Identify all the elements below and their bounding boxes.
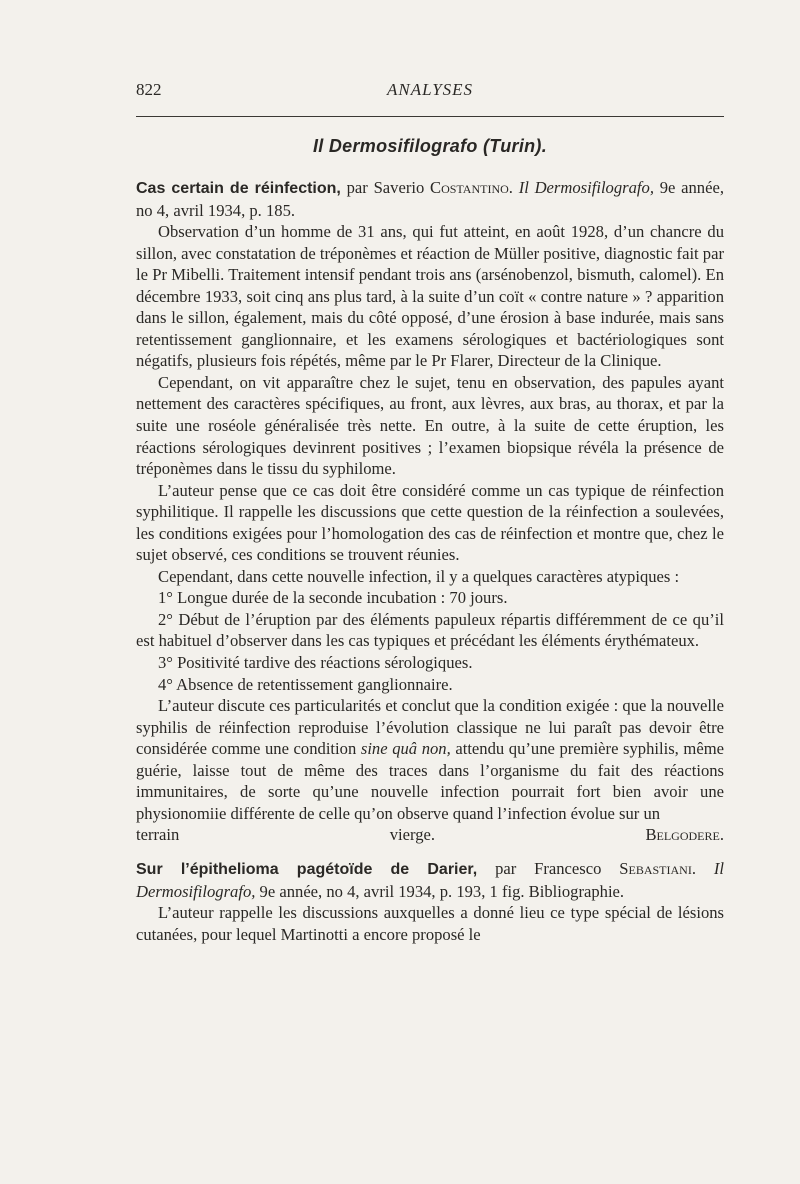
article2-heading bbox=[136, 858, 724, 902]
article1-list-item: 4° Absence de retentissement ganglionnaire. bbox=[158, 674, 453, 694]
article1-author: Costantino. bbox=[430, 178, 513, 197]
article1-citation-prefix: par Saverio bbox=[346, 178, 425, 197]
article1-paragraph: L’auteur pense que ce cas doit être considéré comme un cas typique de réinfection syphilitique. Il rappelle les discussions que cette question de la réinfection a soulevées, les conditions exigées pour l’homologation des cas de réinfection et montre que, chez le sujet observé, ces conditions se trouvent réunies. bbox=[136, 480, 724, 565]
article-body bbox=[136, 177, 724, 945]
conclusion-text-continued: attendu qu’une première syphilis, même guérie, laisse tout de même des traces dans l’organisme du fait des réactions immunitaires, de sorte qu’une nouvelle infection pourrait fort bien avoir une physionomiie différente de celle qu’on observe quand l’infection évolue sur un bbox=[136, 739, 724, 823]
article2-paragraph: L’auteur rappelle les discussions auxquelles a donné lieu ce type spécial de lésions cutanées, pour lequel Martinotti a encore proposé le bbox=[136, 903, 724, 944]
journal-title: Il Dermosifilografo (Turin). bbox=[312, 136, 548, 156]
article1-citation-rest: 9e année, no 4, avril 1934, p. 185. bbox=[136, 178, 724, 220]
article2-author: Sebastiani. bbox=[619, 858, 696, 878]
article1-list-item: 1° Longue durée de la seconde incubation : 70 jours. bbox=[158, 588, 508, 608]
article1-list-item: 2° Début de l’éruption par des éléments papuleux répartis différemment de ce qu’il est habituel d’observer dans les cas typiques et précédant les éléments érythémateux. bbox=[136, 609, 724, 651]
running-head bbox=[136, 80, 724, 106]
signature-line bbox=[136, 824, 724, 846]
section-title: ANALYSES bbox=[386, 80, 474, 99]
signature: Belgodere. bbox=[645, 825, 724, 845]
article-separator bbox=[136, 846, 724, 858]
article1-title: Cas certain de réinfection, bbox=[136, 180, 341, 197]
last-line-text: terrain vierge. bbox=[136, 825, 436, 845]
article1-paragraph: Observation d’un homme de 31 ans, qui fut atteint, en août 1928, d’un chancre du sillon, avec constatation de tréponèmes et réaction de Müller positive, diagnostic fait par le Pr Mibelli. Traitement intensif pendant trois ans (arsénobenzol, bismuth, calomel). En décembre 1933, soit cinq ans plus tard, à la suite d’un coït « contre nature » ? apparition dans le sillon, également, mais du côté opposé, d’une érosion à base indurée, mais sans retentissement ganglionnaire, et les examens sérologiques et bactériologiques sont négatifs, plusieurs fois répétés, même par le Pr Flarer, Directeur de la Clinique. bbox=[136, 222, 724, 371]
page-number: 822 bbox=[136, 80, 162, 99]
article1-conclusion bbox=[136, 695, 724, 824]
article2-journal: Il Dermosifilografo, bbox=[136, 858, 724, 901]
header-rule bbox=[136, 116, 724, 117]
article1-paragraph: Cependant, on vit apparaître chez le sujet, tenu en observation, des papules ayant nettement des caractères spécifiques, au front, aux lèvres, aux bras, au thorax, et par la suite une roséole généralisée très nette. En outre, à la suite de cette éruption, les réactions sérologiques devinrent positives ; l’examen biopsique révéla la présence de tréponèmes dans le tissu du syphilome. bbox=[136, 372, 724, 479]
article2-title: Sur l’épithelioma pagétoïde de Darier, bbox=[136, 860, 478, 878]
article2-citation-prefix: par Francesco bbox=[495, 858, 602, 878]
conclusion-text: L’auteur discute ces particularités et conclut que la condition exigée : que la nouvelle syphilis de réinfection reproduise l’évolution classique ne lui paraît pas devoir être considérée comme une condition bbox=[136, 696, 724, 759]
article2-citation-rest: 9e année, no 4, avril 1934, p. 193, 1 fig. Bibliographie. bbox=[259, 881, 625, 901]
article1-list-item: 3° Positivité tardive des réactions sérologiques. bbox=[158, 653, 473, 673]
article1-paragraph: Cependant, dans cette nouvelle infection, il y a quelques caractères atypiques : bbox=[158, 566, 680, 586]
conclusion-latin: sine quâ non, bbox=[360, 739, 451, 759]
article1-heading bbox=[136, 177, 724, 221]
article1-journal: Il Dermosifilografo, bbox=[518, 178, 654, 197]
